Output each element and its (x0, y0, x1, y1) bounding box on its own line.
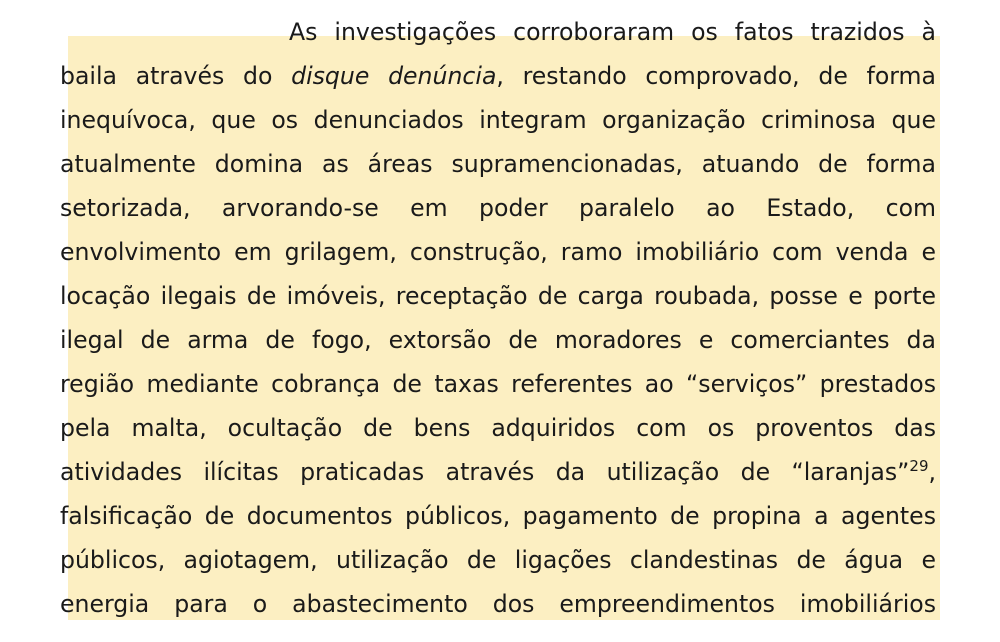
paragraph-line: As investigações corroboraram os fatos trazidos à (289, 18, 936, 46)
italic-term: disque denúncia (291, 62, 497, 90)
paragraph-line: públicos, agiotagem, utilização de ligações clandestinas de água e (60, 546, 936, 574)
paragraph-line: atualmente domina as áreas supramencionadas, atuando de forma (60, 150, 936, 178)
paragraph-line: região mediante cobrança de taxas referentes ao “serviços” prestados (60, 370, 936, 398)
paragraph-line: setorizada, arvorando-se em poder paralelo ao Estado, com (60, 194, 936, 222)
footnote-marker[interactable]: 29 (909, 457, 929, 475)
paragraph-line: pela malta, ocultação de bens adquiridos com os proventos das (60, 414, 936, 442)
paragraph-line: inequívoca, que os denunciados integram organização criminosa que (60, 106, 936, 134)
paragraph-line: falsificação de documentos públicos, pagamento de propina a agentes (60, 502, 936, 530)
paragraph-line: envolvimento em grilagem, construção, ramo imobiliário com venda e (60, 238, 936, 266)
paragraph-line: energia para o abastecimento dos empreendimentos imobiliários (60, 590, 936, 618)
paragraph-line: locação ilegais de imóveis, receptação de carga roubada, posse e porte (60, 282, 936, 310)
paragraph-line: ilegal de arma de fogo, extorsão de moradores e comerciantes da (60, 326, 936, 354)
paragraph-line: atividades ilícitas praticadas através da utilização de “laranjas”$^{29}$, (60, 457, 936, 486)
document-paragraph (60, 10, 936, 626)
paragraph-line: baila através do disque denúncia, restando comprovado, de forma (60, 62, 936, 90)
